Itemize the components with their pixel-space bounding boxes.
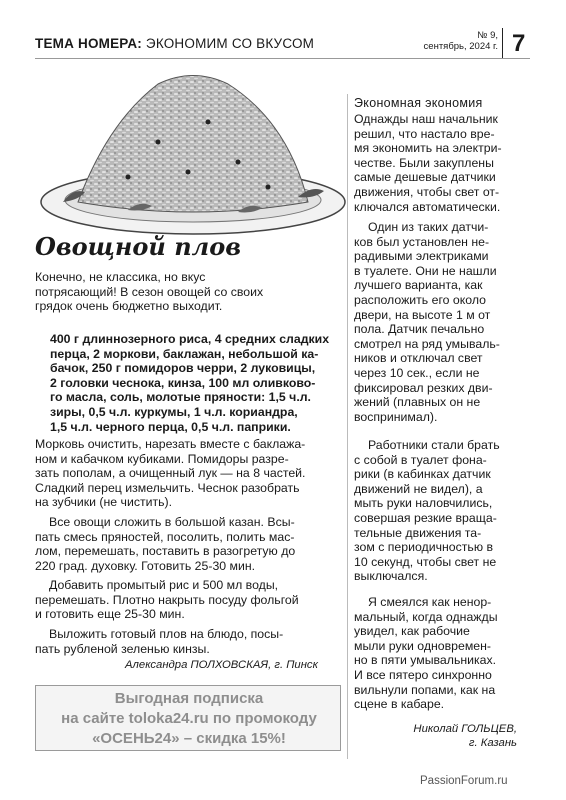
recipe-step-3 bbox=[35, 578, 340, 622]
step-line: 220 град. духовку. Готовить 25-30 мин. bbox=[35, 558, 256, 573]
story-line: мыть руки наловчились, bbox=[354, 496, 493, 511]
story-line: в туалете. Они не нашли bbox=[354, 263, 497, 278]
author-city: г. Казань bbox=[468, 737, 517, 749]
step-line: ном и кабачком кубиками. Помидоры разре- bbox=[35, 451, 289, 466]
story-line: выключался. bbox=[354, 569, 428, 584]
story-line: мальный, когда однажды bbox=[354, 609, 498, 624]
story-line: зом с периодичностью в bbox=[354, 540, 493, 555]
story-line: но в пяти умывальниках. bbox=[354, 653, 497, 668]
recipe-title: Овощной плов bbox=[35, 232, 241, 261]
promo-line: Выгодная подписка bbox=[114, 690, 264, 707]
pilaf-dish-illustration bbox=[38, 62, 348, 237]
issue-date: сентябрь, 2024 г. bbox=[423, 41, 498, 52]
header-divider bbox=[502, 28, 503, 58]
recipe-intro bbox=[35, 270, 340, 314]
step-line: лом, перемешать, поставить в разогретую до bbox=[35, 544, 296, 559]
story-line: вильнули попами, как на bbox=[354, 682, 496, 697]
sidebar-author bbox=[354, 722, 517, 750]
story-line: через 10 сек., если не bbox=[354, 365, 480, 380]
ingredients-line: 400 г длиннозерного риса, 4 средних сладких bbox=[50, 332, 330, 346]
section-title bbox=[35, 36, 314, 51]
recipe-ingredients bbox=[50, 332, 340, 434]
promo-line: на сайте toloka24.ru по промокоду bbox=[61, 710, 317, 727]
step-line: перемешать. Плотно накрыть посуду фольгой bbox=[35, 592, 299, 607]
story-line: Один из таких датчи- bbox=[368, 220, 489, 234]
story-line: ников и отключал свет bbox=[354, 351, 483, 366]
story-line: движений не видел), а bbox=[354, 481, 483, 496]
intro-line: потрясающий! В сезон овощей со своих bbox=[35, 284, 264, 299]
story-line: воспринимал). bbox=[354, 409, 438, 424]
story-line: расположить его около bbox=[354, 292, 487, 307]
recipe-step-2 bbox=[35, 515, 340, 573]
step-line: и готовить еще 25-30 мин. bbox=[35, 607, 185, 622]
sidebar-paragraph-1 bbox=[354, 112, 524, 214]
page-number: 7 bbox=[512, 30, 526, 57]
ingredients-line: 1,5 ч.л. черного перца, 0,5 ч.л. паприки. bbox=[50, 419, 291, 434]
story-line: Работники стали брать bbox=[368, 438, 500, 452]
story-line: жений (плавных он не bbox=[354, 395, 481, 410]
ingredients-line: бачок, 250 г помидоров черри, 2 луковицы, bbox=[50, 361, 316, 376]
story-line: честве. Были закуплены bbox=[354, 155, 494, 170]
ingredients-line: перца, 2 моркови, баклажан, небольшой ка- bbox=[50, 346, 319, 361]
section-label: ТЕМА НОМЕРА: bbox=[35, 36, 142, 51]
story-line: радивыми электриками bbox=[354, 249, 489, 264]
story-line: мыли руки одновремен- bbox=[354, 638, 492, 653]
author-name: Николай ГОЛЬЦЕВ, bbox=[413, 723, 517, 735]
ingredients-line: 2 головки чеснока, кинза, 100 мл оливково- bbox=[50, 375, 316, 390]
step-line: Все овощи сложить в большой казан. Всы- bbox=[49, 515, 295, 529]
intro-line: Конечно, не классика, но вкус bbox=[35, 270, 206, 284]
story-line: ключался автоматически. bbox=[354, 199, 501, 214]
step-line: пать рубленой зеленью кинзы. bbox=[35, 641, 210, 656]
story-line: движения, чтобы свет от- bbox=[354, 184, 500, 199]
ingredients-line: го масла, соль, молотые пряности: 1,5 ч.л. bbox=[50, 390, 311, 405]
story-line: увидел, как рабочие bbox=[354, 624, 470, 639]
section-topic: ЭКОНОМИМ СО ВКУСОМ bbox=[141, 36, 315, 51]
step-line: зать пополам, а очищенный лук — на 8 частей. bbox=[35, 466, 306, 481]
story-line: совершая резкие враща- bbox=[354, 510, 497, 525]
step-line: Сладкий перец измельчить. Чеснок разобрать bbox=[35, 480, 300, 495]
sidebar-paragraph-4 bbox=[354, 595, 524, 712]
step-line: на зубчики (не чистить). bbox=[35, 495, 173, 510]
story-line: рики (в кабинках датчик bbox=[354, 467, 491, 482]
story-line: самые дешевые датчики bbox=[354, 170, 496, 185]
story-line: решил, что настало вре- bbox=[354, 126, 495, 141]
step-line: Выложить готовый плов на блюдо, посы- bbox=[49, 627, 284, 641]
story-line: Однажды наш начальник bbox=[354, 112, 498, 126]
step-line: Добавить промытый рис и 500 мл воды, bbox=[49, 578, 279, 592]
site-watermark: PassionForum.ru bbox=[420, 775, 508, 787]
step-line: пать смесь пряностей, посолить, полить мас- bbox=[35, 529, 295, 544]
sidebar-heading: Экономная экономия bbox=[354, 96, 483, 110]
sidebar-paragraph-2 bbox=[354, 220, 524, 424]
story-line: ков был установлен не- bbox=[354, 234, 490, 249]
subscription-promo[interactable] bbox=[35, 685, 341, 751]
story-line: тельные движения та- bbox=[354, 525, 482, 540]
story-line: смотрел на ряд умываль- bbox=[354, 336, 500, 351]
recipe-step-4 bbox=[35, 627, 340, 656]
story-line: мя экономить на электри- bbox=[354, 141, 502, 156]
step-line: Морковь очистить, нарезать вместе с баклажа- bbox=[35, 437, 306, 451]
story-line: двери, на высоте 1 м от bbox=[354, 307, 491, 322]
header-rule bbox=[35, 58, 530, 59]
intro-line: грядок очень бюджетно выходит. bbox=[35, 299, 223, 314]
recipe-author: Александра ПОЛХОВСКАЯ, г. Пинск bbox=[125, 659, 318, 671]
story-line: сцене в кабаре. bbox=[354, 697, 445, 712]
issue-number: № 9, bbox=[477, 30, 498, 41]
story-line: пола. Датчик печально bbox=[354, 322, 485, 337]
recipe-step-1 bbox=[35, 437, 340, 510]
story-line: фиксировал резких дви- bbox=[354, 380, 493, 395]
sidebar-paragraph-3 bbox=[354, 438, 524, 584]
ingredients-line: зиры, 0,5 ч.л. куркумы, 1 ч.л. кориандра, bbox=[50, 404, 298, 419]
story-line: 10 секунд, чтобы свет не bbox=[354, 554, 497, 569]
story-line: лучшего варианта, как bbox=[354, 278, 483, 293]
story-line: с собой в туалет фона- bbox=[354, 452, 487, 467]
story-line: И все пятеро синхронно bbox=[354, 667, 492, 682]
story-line: Я смеялся как ненор- bbox=[368, 595, 492, 609]
promo-line: «ОСЕНЬ24» – скидка 15%! bbox=[92, 730, 286, 747]
